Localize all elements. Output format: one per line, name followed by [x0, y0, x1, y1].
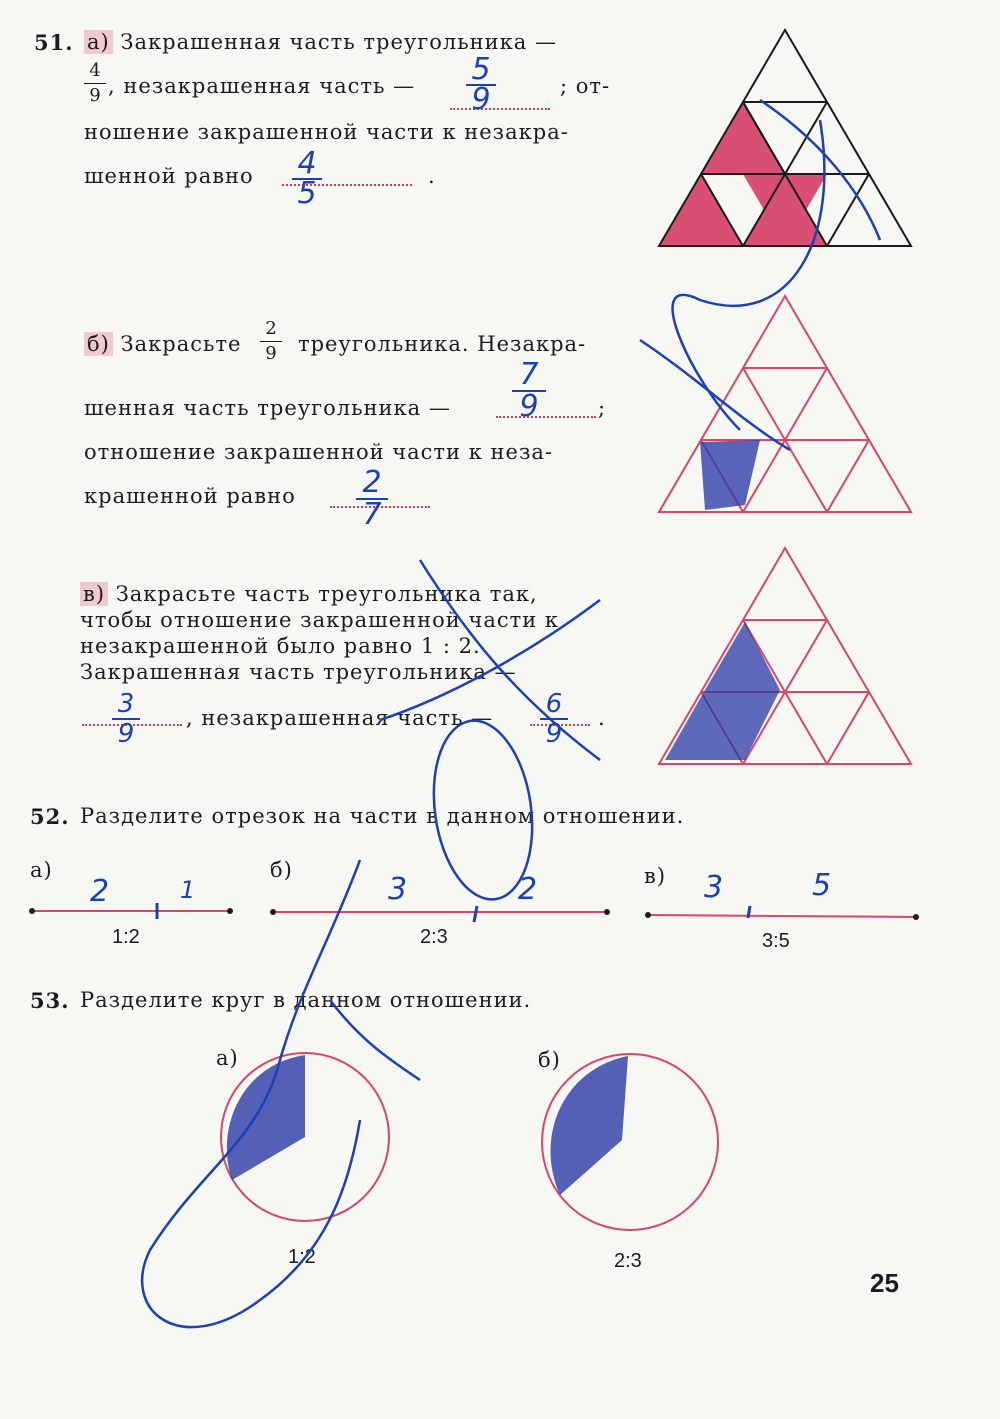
- ex51b-text1-end: треугольника. Незакра-: [298, 332, 587, 356]
- ex52b-tag: б): [270, 858, 293, 882]
- ex53-text: Разделите круг в данном отношении.: [80, 988, 532, 1012]
- hw-shading-51c: [665, 622, 780, 760]
- ex51a-text2-end: ; от-: [560, 74, 611, 98]
- ex51a-text4: шенной равно: [84, 164, 254, 188]
- ex51a-text4-end: .: [428, 164, 436, 188]
- ex51b-text4: крашенной равно: [84, 484, 296, 508]
- hw-answer-51a-unshaded: 5 9: [466, 56, 496, 114]
- hw-52a-right: 1: [180, 876, 196, 904]
- page-number: 25: [870, 1268, 899, 1298]
- hw-52a-left: 2: [90, 874, 110, 909]
- ex52c-tag: в): [644, 864, 667, 888]
- hw-answer-51c-unshaded: 6 9: [540, 690, 568, 748]
- hw-52b-right: 2: [518, 872, 538, 907]
- ex51c-text3: незакрашенной было равно 1 : 2.: [80, 634, 481, 658]
- hw-answer-51b-ratio: 2 7: [356, 468, 388, 530]
- ex51c-text5-end: .: [598, 706, 606, 730]
- ex51c-text5: , незакрашенная часть —: [186, 706, 494, 730]
- ex51a-text1: Закрашенная часть треугольника —: [120, 30, 557, 54]
- ex53b-tag: б): [538, 1048, 561, 1072]
- ex51c-text4: Закрашенная часть треугольника —: [80, 660, 517, 684]
- ex53a-ratio: 1:2: [288, 1246, 316, 1268]
- ex51c-text2: чтобы отношение закрашенной части к: [80, 608, 560, 632]
- hw-answer-51b-unshaded: 7 9: [512, 360, 546, 422]
- ex52c-ratio: 3:5: [762, 930, 790, 952]
- triangle-51b: [659, 296, 911, 512]
- hw-52c-left: 3: [704, 870, 724, 905]
- ex51b-tag: б): [84, 332, 113, 356]
- exercise-51-number: 51.: [34, 30, 74, 55]
- ex52a-ratio: 1:2: [112, 926, 140, 948]
- ex51c-text1: Закрасьте часть треугольника так,: [115, 582, 538, 606]
- ex51a-tag: а): [84, 30, 113, 54]
- ex51b-text2: шенная часть треугольника —: [84, 396, 451, 420]
- frac-den: 9: [265, 343, 277, 364]
- frac-num: 2: [265, 318, 277, 339]
- exercise-52-number: 52.: [30, 804, 70, 829]
- ex52-text: Разделите отрезок на части в данном отношении.: [80, 804, 685, 828]
- frac-den: 9: [89, 85, 101, 106]
- ex53a-tag: а): [216, 1046, 239, 1070]
- ex53b-ratio: 2:3: [614, 1250, 642, 1272]
- ex51a-text2: , незакрашенная часть —: [108, 74, 416, 98]
- hw-answer-51a-ratio: 4 5: [292, 150, 322, 208]
- hw-shading-53a: [227, 1055, 305, 1180]
- hw-shading-53b: [551, 1056, 628, 1195]
- ex51c-tag: в): [80, 582, 108, 606]
- ex51a-text3: ношение закрашенной части к незакра-: [84, 120, 569, 144]
- ex52a-tag: а): [30, 858, 53, 882]
- frac-num: 4: [89, 60, 101, 81]
- hw-answer-51c-shaded: 3 9: [112, 690, 140, 748]
- ex51b-text1: Закрасьте: [120, 332, 242, 356]
- ex51b-text3: отношение закрашенной части к неза-: [84, 440, 554, 464]
- ex52b-ratio: 2:3: [420, 926, 448, 948]
- hw-52c-right: 5: [812, 868, 832, 903]
- ex51b-text2-end: ;: [598, 396, 607, 420]
- hw-52b-left: 3: [388, 872, 408, 907]
- exercise-53-number: 53.: [30, 988, 70, 1013]
- triangle-51a: [659, 30, 911, 246]
